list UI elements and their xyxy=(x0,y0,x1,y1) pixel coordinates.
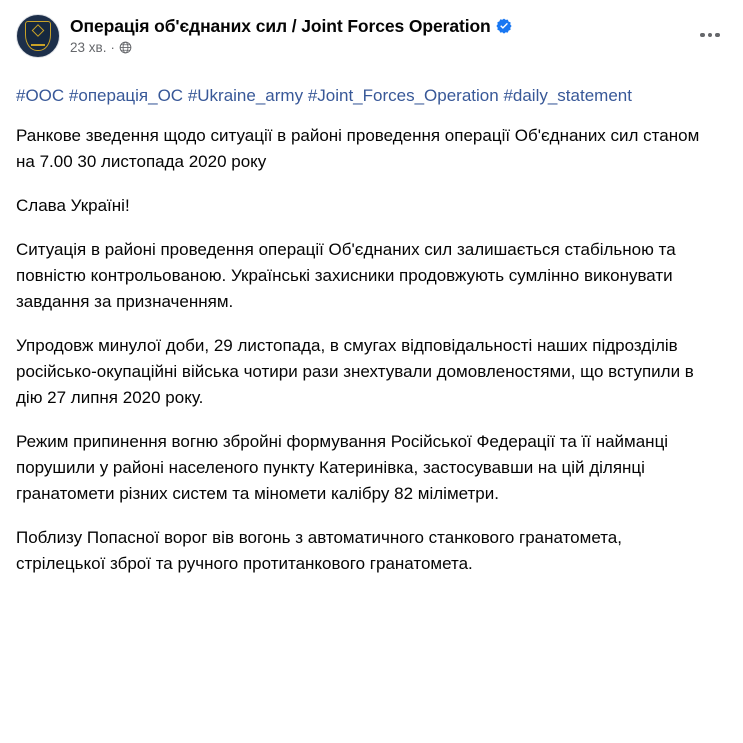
post-paragraph: Слава Україні! xyxy=(16,196,130,215)
meta-separator: · xyxy=(110,39,115,55)
hashtag-list xyxy=(16,82,676,109)
post-paragraph: Ситуація в районі проведення операції Об'єднаних сил залишається стабільною та повністю контрольованою. Українські захисники продовжують сумлінно виконувати завдання за призначенням. xyxy=(16,240,676,311)
military-shield-emblem-icon xyxy=(25,21,51,51)
post-paragraph: Режим припинення вогню збройні формування Російської Федерації та її найманці порушили у районі населеного пункту Катеринівка, застосувавши на цій ділянці гранатомети різних систем та міномети калібру 82 міліметри. xyxy=(16,432,669,503)
hashtag-link[interactable]: #операція_ОС xyxy=(68,86,184,105)
verified-badge-icon xyxy=(496,18,512,34)
hashtag-link[interactable]: #Joint_Forces_Operation xyxy=(307,86,499,105)
post-paragraph: Ранкове зведення щодо ситуації в районі проведення операції Об'єднаних сил станом на 7.00 30 листопада 2020 року xyxy=(16,126,700,171)
page-name[interactable]: Операція об'єднаних сил / Joint Forces Operation xyxy=(70,16,491,36)
globe-public-icon[interactable] xyxy=(119,41,132,54)
post-header xyxy=(16,14,727,66)
more-dot-2 xyxy=(708,33,713,38)
post-paragraph: Упродовж минулої доби, 29 листопада, в смугах відповідальності наших підрозділів російсько-окупаційні війська чотири рази знехтували домовленостями, що вступили в дію 27 липня 2020 року. xyxy=(16,336,694,407)
post-body xyxy=(16,82,727,577)
hashtag-link[interactable]: #ООС xyxy=(16,86,65,105)
hashtag-link[interactable]: #daily_statement xyxy=(503,86,632,105)
post-header-text xyxy=(70,14,512,56)
hashtag-link[interactable]: #Ukraine_army xyxy=(187,86,304,105)
post-timestamp[interactable]: 23 хв. xyxy=(70,40,107,55)
more-dot-3 xyxy=(715,33,720,38)
avatar[interactable] xyxy=(16,14,60,58)
more-options-icon[interactable] xyxy=(693,18,727,52)
more-dot-1 xyxy=(700,33,705,38)
post-paragraph: Поблизу Попасної ворог вів вогонь з автоматичного станкового гранатомета, стрілецької зброї та ручного протитанкового гранатомета. xyxy=(16,528,622,573)
page-name-row xyxy=(70,15,512,37)
post-meta xyxy=(70,39,512,56)
